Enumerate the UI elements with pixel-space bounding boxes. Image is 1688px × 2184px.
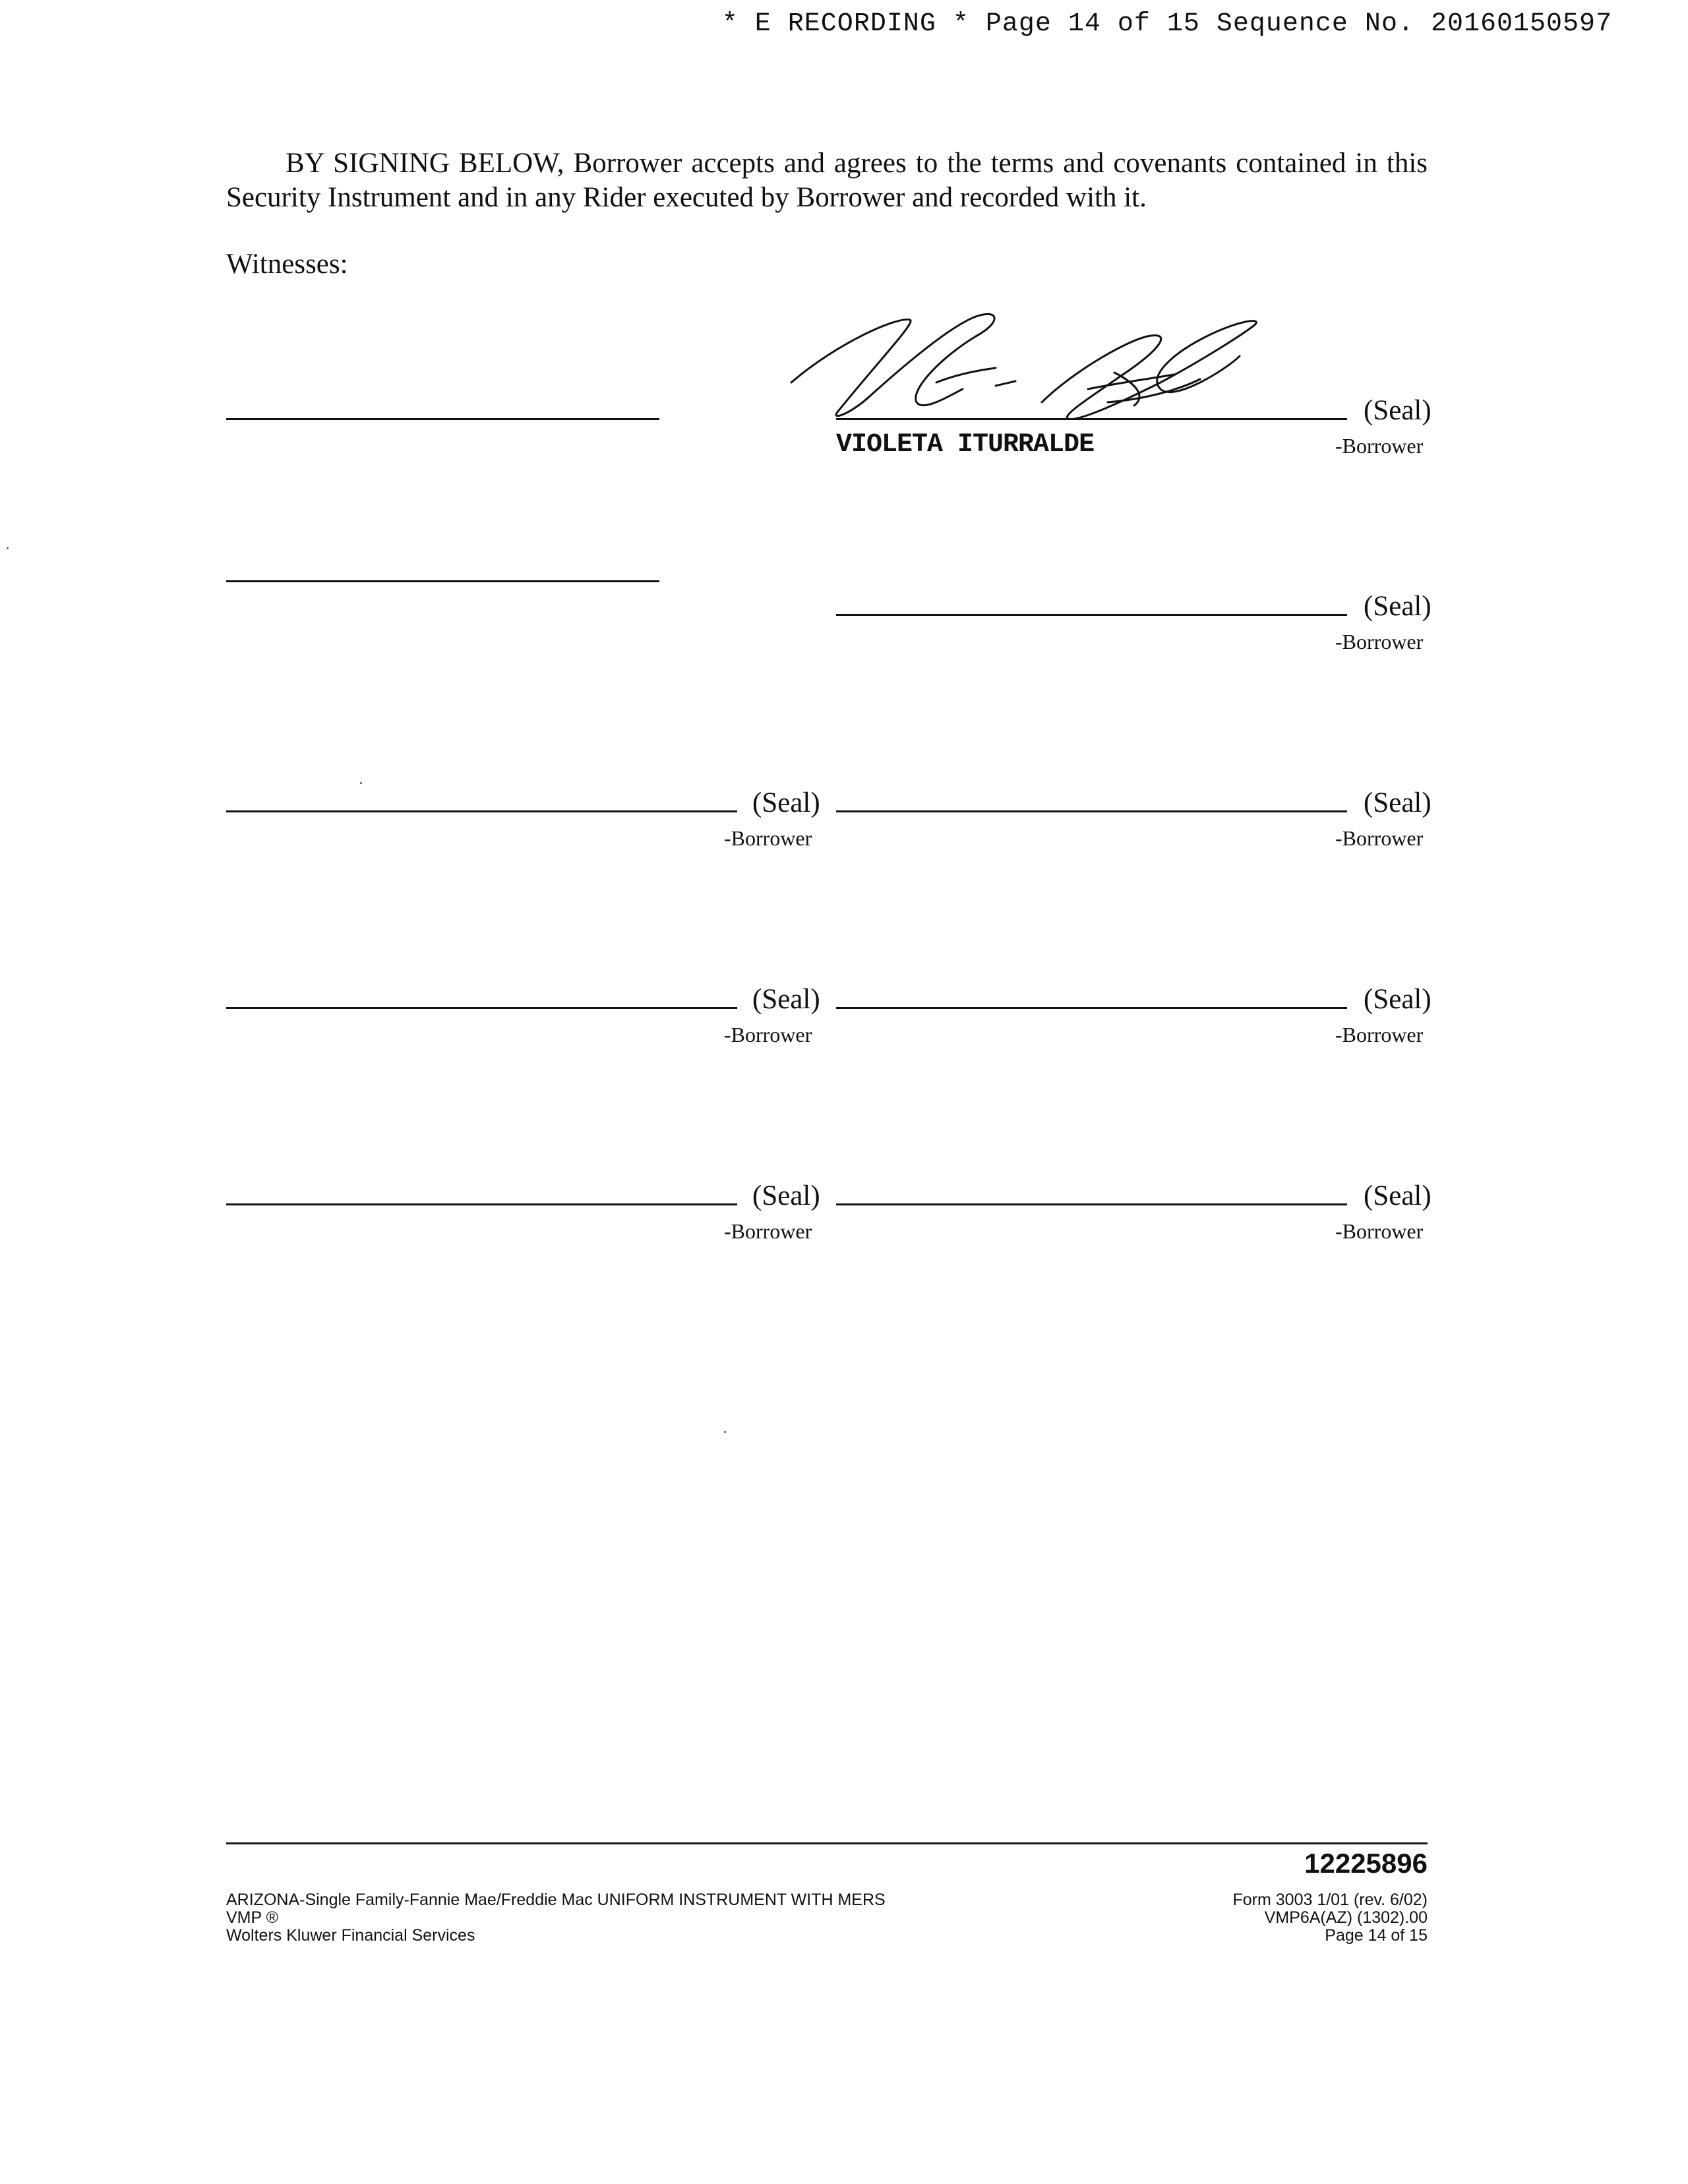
publisher-label: Wolters Kluwer Financial Services xyxy=(226,1926,475,1945)
borrower-role-label: -Borrower xyxy=(1335,1219,1424,1243)
seal-label: (Seal) xyxy=(752,1180,820,1211)
borrower-role-label: -Borrower xyxy=(1335,630,1424,653)
borrower-role-label: -Borrower xyxy=(1335,434,1424,458)
borrower-signature-line-5 xyxy=(226,1007,737,1009)
seal-label: (Seal) xyxy=(752,787,820,818)
scan-speck xyxy=(7,547,9,549)
seal-label: (Seal) xyxy=(1364,984,1432,1015)
seal-label: (Seal) xyxy=(1364,787,1432,818)
borrower-role-label: -Borrower xyxy=(724,1219,812,1243)
seal-label: (Seal) xyxy=(1364,591,1432,622)
witness-line-1 xyxy=(226,418,659,420)
form-number: Form 3003 1/01 (rev. 6/02) xyxy=(1232,1891,1428,1909)
footer-form-info xyxy=(226,1891,886,1945)
footer-form-codes xyxy=(1232,1891,1428,1945)
seal-label: (Seal) xyxy=(752,984,820,1015)
signing-statement: BY SIGNING BELOW, Borrower accepts and agrees to the terms and covenants contained in this Security Instrument and in any Rider executed by Borrower and recorded with it. xyxy=(226,148,1428,213)
footer-divider xyxy=(226,1842,1428,1844)
borrower-role-label: -Borrower xyxy=(1335,826,1424,850)
borrower-signature-line-3 xyxy=(226,810,737,812)
scan-speck xyxy=(360,782,362,784)
signer-name: VIOLETA ITURRALDE xyxy=(836,430,1095,460)
scan-speck xyxy=(724,1431,726,1433)
witness-line-2 xyxy=(226,580,659,582)
page-number: Page 14 of 15 xyxy=(1325,1926,1428,1945)
borrower-signature-line-4 xyxy=(836,810,1347,812)
borrower-role-label: -Borrower xyxy=(1335,1023,1424,1046)
form-title: ARIZONA-Single Family-Fannie Mae/Freddie Mac UNIFORM INSTRUMENT WITH MERS xyxy=(226,1891,886,1909)
borrower-signature-line-1 xyxy=(836,418,1347,420)
borrower-role-label: -Borrower xyxy=(724,826,812,850)
borrower-signature-line-8 xyxy=(836,1203,1347,1205)
loan-number: 12225896 xyxy=(1304,1848,1428,1879)
form-code: VMP6A(AZ) (1302).00 xyxy=(1264,1908,1428,1927)
borrower-signature-line-2 xyxy=(836,614,1347,616)
seal-label: (Seal) xyxy=(1364,1180,1432,1211)
borrower-role-label: -Borrower xyxy=(724,1023,812,1046)
vendor-label: VMP ® xyxy=(226,1908,279,1927)
borrower-signature-line-7 xyxy=(226,1203,737,1205)
borrower-signature-line-6 xyxy=(836,1007,1347,1009)
seal-label: (Seal) xyxy=(1364,395,1432,426)
recording-stamp: * E RECORDING * Page 14 of 15 Sequence No. 20160150597 xyxy=(721,9,1612,39)
witnesses-label: Witnesses: xyxy=(226,249,348,280)
borrower-signature xyxy=(778,290,1279,429)
